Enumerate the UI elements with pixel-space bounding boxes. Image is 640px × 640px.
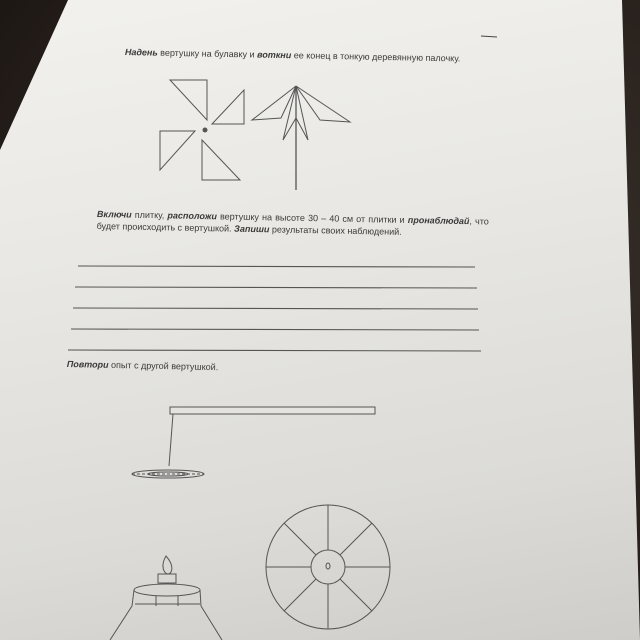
pinwheel-blade-bottom — [202, 140, 240, 180]
disc-spoke — [284, 579, 316, 611]
flat-pinwheel-drawing — [160, 80, 244, 180]
answer-line — [75, 287, 477, 288]
corner-mark — [481, 36, 497, 37]
folded-pinwheel-on-stick — [252, 86, 350, 190]
instruction-text: , что будет происходить с вертушкой. — [96, 216, 489, 234]
disc-spoke — [340, 579, 372, 611]
instruction-text: результаты своих наблюдений. — [269, 224, 402, 237]
pinwheel-center — [203, 128, 207, 132]
pinwheel-blade-left — [160, 131, 195, 170]
verb-turn-on: Включи — [96, 208, 132, 220]
answer-line — [71, 329, 479, 330]
lamp-drawing — [110, 556, 222, 640]
instruction-text: плитку, — [131, 209, 168, 221]
round-disc-center — [326, 563, 330, 569]
pinwheel-blade-top — [170, 80, 207, 120]
lamp-collar — [134, 584, 200, 596]
verb-place: расположи — [167, 210, 217, 222]
verb-write-down: Запиши — [234, 223, 270, 235]
answer-lines — [68, 266, 481, 351]
hanging-thread — [169, 414, 173, 466]
lamp-body-left — [110, 590, 134, 640]
instruction-text: ее конец в тонкую деревянную палочку. — [291, 50, 461, 64]
lamp-flame — [163, 556, 172, 574]
folded-blade-right — [296, 86, 350, 122]
verb-repeat: Повтори — [66, 358, 109, 370]
hanging-spiral-drawing — [132, 407, 375, 478]
answer-line — [73, 308, 478, 309]
verb-observe: пронаблюдай — [407, 214, 470, 227]
round-disc-inner — [311, 550, 345, 584]
disc-spoke — [284, 523, 316, 555]
lamp-body-right — [200, 590, 222, 640]
instruction-text: вертушку на булавку и — [157, 47, 258, 60]
pinwheel-blade-right — [212, 90, 244, 124]
answer-line — [68, 350, 481, 351]
round-pinwheel-drawing — [266, 505, 390, 629]
verb-put-on: Надень — [124, 46, 158, 58]
lamp-burner — [158, 574, 176, 583]
instruction-text: опыт с другой вертушкой. — [108, 359, 219, 373]
verb-stick-in: воткни — [256, 49, 292, 61]
answer-line — [78, 266, 475, 267]
instruction-text: вертушку на высоте 30 – 40 см от плитки и — [216, 211, 408, 225]
horizontal-bar — [170, 407, 375, 414]
disc-spoke — [340, 523, 372, 555]
